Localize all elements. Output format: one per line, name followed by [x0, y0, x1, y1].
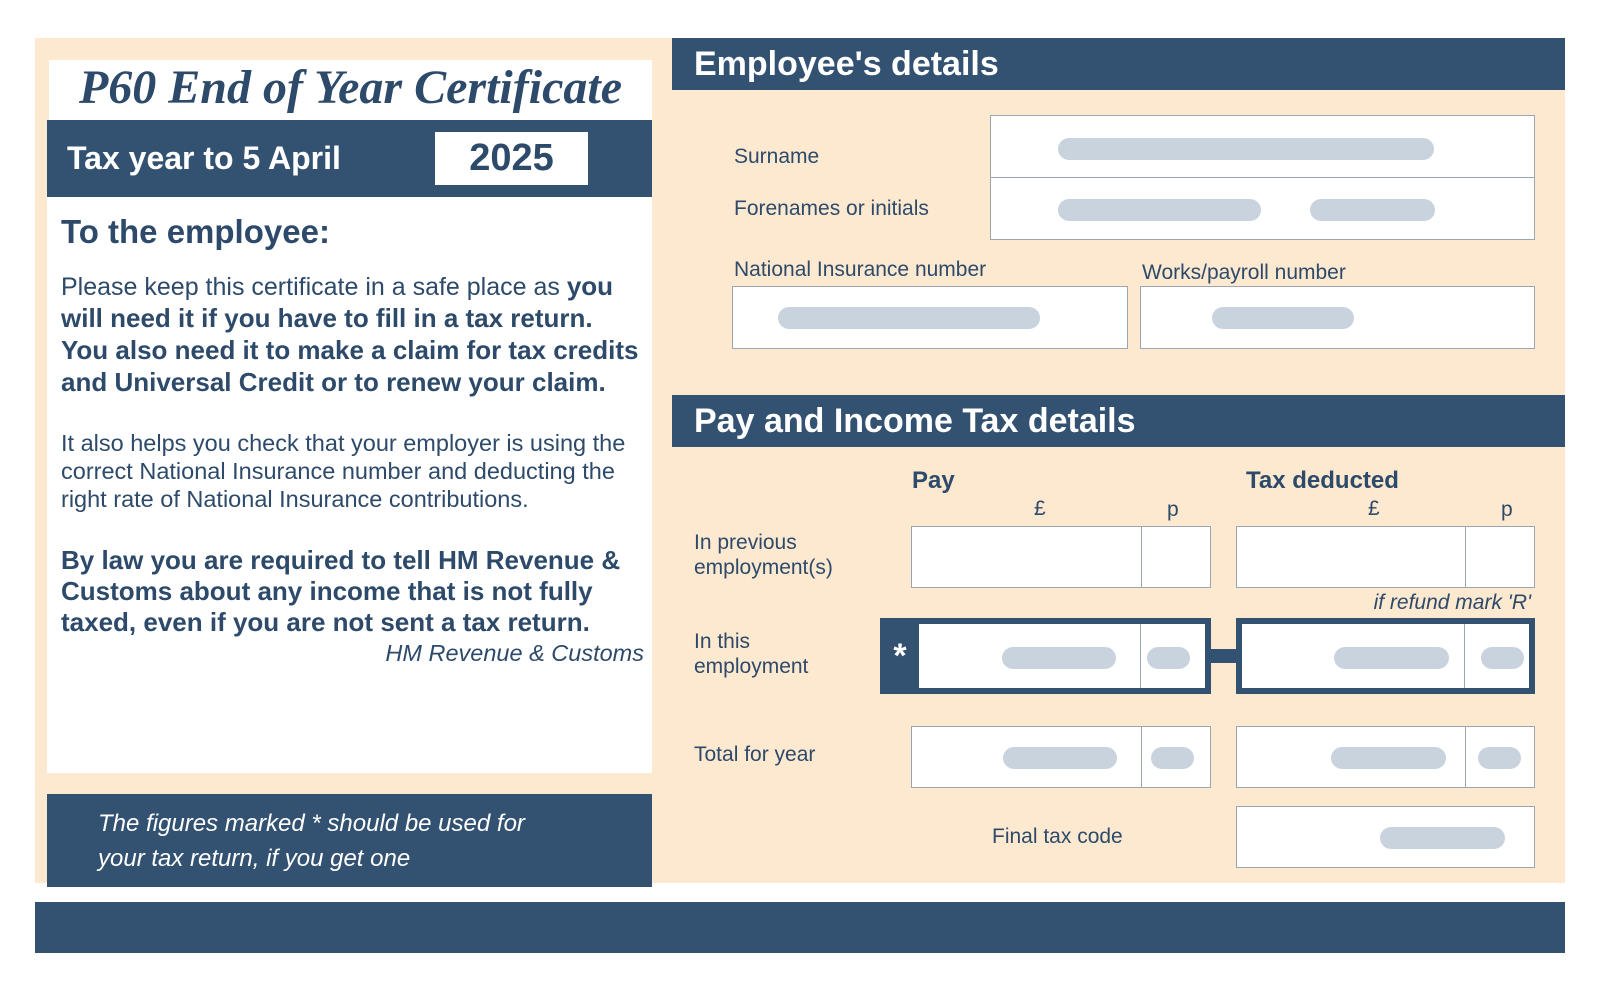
final-tax-code-field[interactable]: [1236, 806, 1535, 868]
tax-year-value: 2025: [469, 137, 554, 179]
notice-signature: HM Revenue & Customs: [385, 640, 644, 666]
tax-deducted-column-heading: Tax deducted: [1246, 467, 1399, 494]
redacted-total-pay-pounds: [1003, 747, 1117, 769]
ni-number-label: National Insurance number: [734, 258, 987, 281]
employee-details-header: Employee's details: [672, 38, 1565, 90]
this-employment-tax-field[interactable]: [1236, 618, 1535, 694]
tax-year-bar: [47, 120, 652, 197]
pence-divider: [1140, 624, 1141, 688]
tax-year-value-box: [435, 132, 588, 185]
this-employment-label: In this employment: [694, 630, 809, 678]
redacted-total-tax-pence: [1478, 747, 1521, 769]
payroll-number-field[interactable]: [1140, 286, 1535, 349]
notice-paragraph-2: It also helps you check that your employer is using the correct National Insurance number and deducting the right rate of National Insurance contributions.: [61, 430, 626, 512]
pay-tax-header: Pay and Income Tax details: [672, 395, 1565, 447]
notice-paragraph-1: [61, 271, 644, 399]
redacted-surname: [1058, 138, 1434, 160]
pence-divider: [1465, 727, 1466, 787]
redacted-forename: [1058, 199, 1261, 221]
refund-note: if refund mark 'R': [1373, 591, 1531, 614]
previous-employment-label: In previous employment(s): [694, 531, 833, 579]
footnote-text: The figures marked * should be used for your tax return, if you get one: [98, 810, 525, 872]
tax-pence-label: p: [1501, 498, 1513, 521]
pence-divider: [1141, 527, 1142, 587]
bottom-bar: [35, 902, 1565, 953]
previous-pay-field[interactable]: [911, 526, 1211, 588]
certificate-title: P60 End of Year Certificate: [78, 61, 623, 114]
redacted-initial: [1310, 199, 1435, 221]
notice-paragraph-1-lead: Please keep this certificate in a safe place as: [61, 273, 567, 301]
pay-pence-label: p: [1167, 498, 1179, 521]
pay-pounds-label: £: [1034, 497, 1046, 520]
pence-divider: [1465, 527, 1466, 587]
forenames-label: Forenames or initials: [734, 197, 929, 220]
row-connector: [1211, 649, 1236, 663]
tax-year-label: Tax year to 5 April: [67, 140, 341, 176]
employee-notice: [47, 197, 652, 773]
this-employment-pay-field[interactable]: [911, 618, 1211, 694]
ni-number-field[interactable]: [732, 286, 1128, 349]
total-tax-field[interactable]: [1236, 726, 1535, 788]
redacted-payroll-number: [1212, 307, 1354, 329]
redacted-total-pay-pence: [1151, 747, 1194, 769]
redacted-pay-pounds: [1002, 647, 1116, 669]
redacted-tax-pounds: [1334, 647, 1449, 669]
redacted-tax-pence: [1481, 647, 1524, 669]
redacted-ni-number: [778, 307, 1040, 329]
final-tax-code-label: Final tax code: [992, 825, 1123, 848]
forenames-field[interactable]: [990, 177, 1535, 240]
total-for-year-label: Total for year: [694, 743, 816, 766]
surname-label: Surname: [734, 145, 820, 168]
payroll-number-label: Works/payroll number: [1142, 261, 1346, 284]
surname-field[interactable]: [990, 115, 1535, 178]
notice-paragraph-1-bold: you will need it if you have to fill in a tax return. You also need it to make a claim for tax credits and Universal Credit or to renew your claim.: [61, 271, 639, 397]
redacted-pay-pence: [1147, 647, 1190, 669]
notice-heading: To the employee:: [61, 213, 330, 250]
redacted-tax-code: [1380, 827, 1505, 849]
notice-paragraph-3: By law you are required to tell HM Revenue & Customs about any income that is not fully taxed, even if you are not sent a tax return.: [61, 545, 621, 637]
tax-pounds-label: £: [1368, 497, 1380, 520]
asterisk-symbol: *: [893, 637, 907, 675]
certificate-title-box: [49, 60, 652, 120]
pence-divider: [1141, 727, 1142, 787]
total-pay-field[interactable]: [911, 726, 1211, 788]
previous-tax-field[interactable]: [1236, 526, 1535, 588]
footnote-box: [47, 794, 652, 887]
pay-column-heading: Pay: [912, 467, 955, 494]
redacted-total-tax-pounds: [1331, 747, 1446, 769]
pence-divider: [1464, 624, 1465, 688]
